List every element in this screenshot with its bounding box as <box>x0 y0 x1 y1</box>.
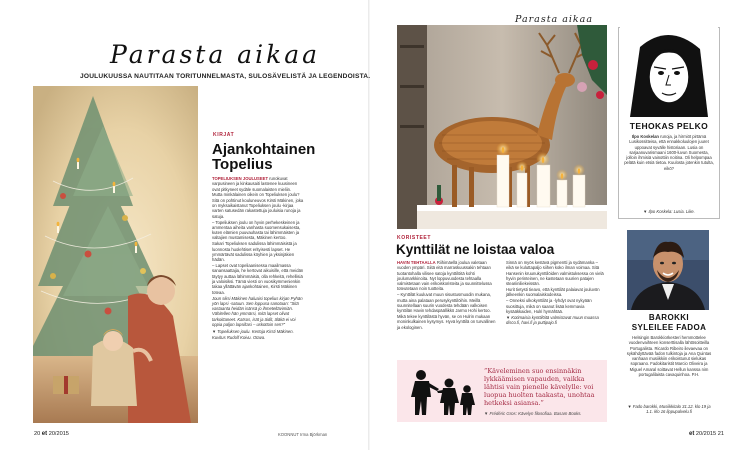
candles-body-col1 <box>397 260 497 331</box>
paragraph: – Onneksi ulkokynttilät ja -lyhdyt ovat nykyään suosittuja, mikä on saanut lisää kemmavia kysääkkaiden, Hulri hymähtää. <box>506 298 592 314</box>
paragraph: Sinnä on myös kestävä pigmentti ja sydämanka – eikä se kuluttapaljo siihen koko ilman voimaa. Sitä Hansenin kruunukynttilöiden valmistuksessa on vielä hyvin perinteinen, ne kastetaan suurien patajen steariiniliekeissän. <box>506 260 604 287</box>
category-label-books: KIRJAT <box>213 132 235 138</box>
section-title-left: Parasta aikaa <box>110 40 321 69</box>
sidebar-body-baroque: Helsingin Barokkiorkesteri hemmottelee vuodenvaihteen konserttisalla lähtösoitteilla Portugalista. Ricardo Ribeiro ilevaevaa on sykähdyttävää fadon tulkintoja ja Ana Quintas vanhaan musiikkiin erikoistunut sielukas sopraano. Fadokitaristit Marcio Oliveira ja Miguel Amaral soittavat Hellun kanssa nim portugalilaista cavaquinhoa. P.H. <box>626 335 712 378</box>
paragraph: – Lapset ovat topeliaanisessa maailmassa sanansaattajia, he kertovat aikuisille, että meidän täytyy auttaa lähimmäisiä, olla rehkeitä, rehellisiä ja valoisiksi. Tämä viesti on vuosikymmenienkin takaa yllättävän ajankohtainen, Kirsti Mäkinen toteaa. <box>212 263 304 295</box>
magazine-brand: et <box>689 431 695 437</box>
candles-body-col2 <box>506 260 606 326</box>
book-reference: ▼ Topeliuksen joulu. Kertoja Kirsti Mäkinen. Kuvitus Rudolf Koivu. Otava. <box>212 329 294 340</box>
article-body-left <box>212 176 306 340</box>
paragraph: HAVIN TEHTAALLA Riihimäellä joulua valetaan vuoden ympäri. Siitä eitä marraskuussakin tehtaan tuotantohalla vilisee satoja kynttilöitä kohti joulumarkkinoita. Nyt loppuvuodesta tehtaalla valmistetaan vain erikoiskoristeita ja suunnittelussa toteutetaan noin tuotteita. <box>397 260 492 292</box>
paragraph: – Kynttilät kuuluvat muun sisustusmuodin mukana, mutta aina palataan perusykynttilöihin. Meillä suunnitellaan suurin vuodesta tehdään valkoisen kynttilän Havin tehdaspäällikkö Jarmo Hohi kertoo. <box>397 292 492 314</box>
headline-line-1: Ajankohtainen <box>212 141 316 158</box>
sidebar-footnote-baroque: ▼ Fado barokki, Musiikkitalo 31.12. klo 19 ja 1.1. klo 16 lippupalvelu.fi <box>627 404 711 415</box>
paragraph: Mikä tekee kynttilästä hyvän, se on Hulrin mukaan moninkulkainen kysymys. Hyvä kynttilä on turvallinen ja ekologinen. <box>397 314 496 330</box>
issue-number: 20/2015 <box>48 431 69 437</box>
folio-right <box>689 431 724 437</box>
singer-portrait <box>627 230 709 310</box>
paragraph: – Topeliuksen joulu on hyvin perhekeskeinen ja ammentaa aiheita vanhasta suomensukaisesta, kuten elämien puuvauhasta tai lähimmäisten ja valtajien mustamisesta, Mäkinen kertoo. <box>212 219 301 241</box>
quote-credit: ▼ Frédéric Gros: Kävelyn filosofiaa. Basam Books. <box>484 411 582 416</box>
product-reference: ▼ Kotimaisia kynttilöitä valmistavat muun muassa disco.fi, havi.fi ja puttipajo.fi <box>506 314 599 326</box>
candles-headline: Kynttilät ne loistaa valoa <box>396 242 555 257</box>
sidebar-title-baroque: BAROKKI SYLEILEE FADOA <box>631 313 707 332</box>
magazine-brand: et <box>41 431 48 437</box>
article-headline <box>212 142 315 172</box>
sidebar-title-fear: TEHOKAS PELKO <box>629 121 709 131</box>
issue-number: 20/2015 <box>695 431 717 437</box>
compiled-by-credit: KOONNUT Irma Björkman <box>278 432 328 437</box>
witch-illustration <box>620 27 718 117</box>
section-title-right: Parasta aikaa <box>515 14 593 25</box>
paragraph: Sakari Topeliuksen sadulissa lähimmäisistä ja luonnosta huolehtiset erityisesti lapset. He ymmärtävät sadulissa köyhien ja yksinjäkien hädän. <box>212 241 297 263</box>
quote-text: ”Käveleminen suo ensinnäkin lykkäämisen vapauden, vaikka lähtisi vain pienelle kävelylle: voi luopua huolten taakasta, unohtaa hetkeksi asiansa.” <box>484 367 595 407</box>
candles-photo <box>397 25 607 229</box>
page-number: 21 <box>717 431 724 437</box>
sidebar-body-fear: Ilpo Koskelan runoja, ja hirmiöt pirtämä Lusikossitteisa, että ennakkoluulojen juuret uppoavat syvälle historiaan. Lusia on sarjaanuvarismaani 1600-luvun Suomesta, jolloin ihmisiä vainottiin noitina. Oli helpompaa pelätä kuin etsiä tietoa. Kuulosta jotenkin tutulta, eikö? <box>624 134 714 171</box>
christmas-painting <box>33 86 198 423</box>
folio-left <box>34 431 69 437</box>
walking-children-icon <box>401 367 477 419</box>
paragraph: Joun siksi Mäkinen haluaisi topelius kirjan Pyhän yön lapsi -satuun. Sen loppusa sanotaan: "Sitä vastaanta heidän isänsä jo ihmeteltävimiän. Vähitellen hän ymmärsi, mitä lapset olivat tarkoittaneet. Katsos, isät ja äidit, äläkä ei voi oppia paljon lapsiltasi – uskottoin sen?" <box>212 295 303 327</box>
sidebar-footnote-fear: ▼ Ilpo Koskela: Lusia. Like. <box>643 209 695 214</box>
page-number: 20 <box>34 431 41 437</box>
headline-line-2: Topelius <box>212 156 273 173</box>
paragraph: Hurit tietysti tieavo, että kynttilät palaiavat jouluvön jälkeenkin suomalaiskodeissa. <box>506 287 600 298</box>
category-label-decorations: KORISTEET <box>397 235 432 241</box>
page-fold <box>368 0 370 450</box>
paragraph: TOPELIUKSEN JOULUSEET runokuvat varpusineen ja kinkausaiti lastenee kuusineen ovat pitkyneet sydäle suomalaisten mieliin. <box>212 176 298 192</box>
paragraph: Mutta minkälainen oikein on Topeliuksen joulu? Sitä on pohtinut kouluneuvos Kirsti Mäkinen, joka on myksaikaistanut Topeliuksen joulu -kirjaa varten satusedän rakastettuja jouluisia runoja ja satuja. <box>212 192 304 219</box>
section-subtitle: JOULUKUUSSA NAUTITAAN TORITUNNELMASTA, SULOSÄVELISTÄ JA LEGENDOISTA. <box>80 73 371 80</box>
